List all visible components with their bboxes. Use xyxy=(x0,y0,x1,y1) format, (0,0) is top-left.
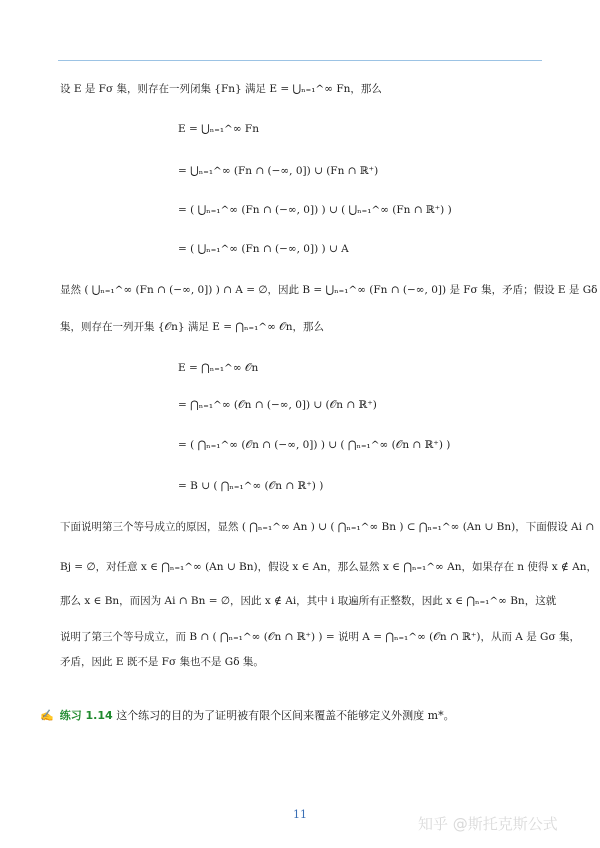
page-number: 11 xyxy=(293,808,307,821)
equation-line: = ⋂ₙ₌₁^∞ (𝒪n ∩ (−∞, 0]) ∪ (𝒪n ∩ ℝ⁺) xyxy=(178,399,377,411)
exercise-text: 这个练习的目的为了证明被有限个区间来覆盖不能够定义外测度 m*。 xyxy=(116,709,455,722)
header-rule xyxy=(58,60,542,61)
equation-line: = ⋃ₙ₌₁^∞ (Fn ∩ (−∞, 0]) ∪ (Fn ∩ ℝ⁺) xyxy=(178,165,379,177)
watermark: 知乎 @斯托克斯公式 xyxy=(418,815,558,833)
paragraph-3-line: Bj = ∅，对任意 x ∈ ⋂ₙ₌₁^∞ (An ∪ Bn)，假设 x ∈ An，那么显然 x ∈ ⋂ₙ₌₁^∞ An，如果存在 n 使得 x ∉ An， xyxy=(60,561,597,573)
paragraph-1: 设 E 是 Fσ 集，则存在一列闭集 {Fn} 满足 E = ⋃ₙ₌₁^∞ Fn，那么 xyxy=(60,83,382,95)
equation-line: = B ∪ ( ⋂ₙ₌₁^∞ (𝒪n ∩ ℝ⁺) ) xyxy=(178,480,324,492)
paragraph-2-line-1: 显然 ( ⋃ₙ₌₁^∞ (Fn ∩ (−∞, 0]) ) ∩ A = ∅，因此 B = ⋃ₙ₌₁^∞ (Fn ∩ (−∞, 0]) 是 Fσ 集，矛盾；假设 E 是 Gδ xyxy=(60,284,598,296)
exercise-1-14 xyxy=(40,707,455,723)
equation-line: E = ⋃ₙ₌₁^∞ Fn xyxy=(178,123,259,135)
pencil-icon: ✍ xyxy=(40,709,54,722)
exercise-label: 练习 1.14 xyxy=(59,709,113,722)
paragraph-2-line-2: 集，则存在一列开集 {𝒪n} 满足 E = ⋂ₙ₌₁^∞ 𝒪n，那么 xyxy=(60,321,325,333)
paragraph-3-line: 说明了第三个等号成立，而 B ∩ ( ⋂ₙ₌₁^∞ (𝒪n ∩ ℝ⁺) ) = 说明 A = ⋂ₙ₌₁^∞ (𝒪n ∩ ℝ⁺)，从而 A 是 Gσ 集， xyxy=(60,631,580,643)
paragraph-3-line: 那么 x ∈ Bn，而因为 Ai ∩ Bn = ∅，因此 x ∉ Ai，其中 i 取遍所有正整数，因此 x ∈ ⋂ₙ₌₁^∞ Bn，这就 xyxy=(60,595,557,607)
equation-line: = ( ⋂ₙ₌₁^∞ (𝒪n ∩ (−∞, 0]) ) ∪ ( ⋂ₙ₌₁^∞ (𝒪n ∩ ℝ⁺) ) xyxy=(178,439,451,451)
paragraph-3-line: 下面说明第三个等号成立的原因，显然 ( ⋂ₙ₌₁^∞ An ) ∪ ( ⋂ₙ₌₁^∞ Bn ) ⊂ ⋂ₙ₌₁^∞ (An ∪ Bn)，下面假设 Ai ∩ xyxy=(60,521,595,533)
equation-line: = ( ⋃ₙ₌₁^∞ (Fn ∩ (−∞, 0]) ) ∪ A xyxy=(178,243,349,255)
equation-line: = ( ⋃ₙ₌₁^∞ (Fn ∩ (−∞, 0]) ) ∪ ( ⋃ₙ₌₁^∞ (Fn ∩ ℝ⁺) ) xyxy=(178,204,452,216)
equation-line: E = ⋂ₙ₌₁^∞ 𝒪n xyxy=(178,362,259,374)
paragraph-3-line: 矛盾，因此 E 既不是 Fσ 集也不是 Gδ 集。 xyxy=(60,656,264,668)
